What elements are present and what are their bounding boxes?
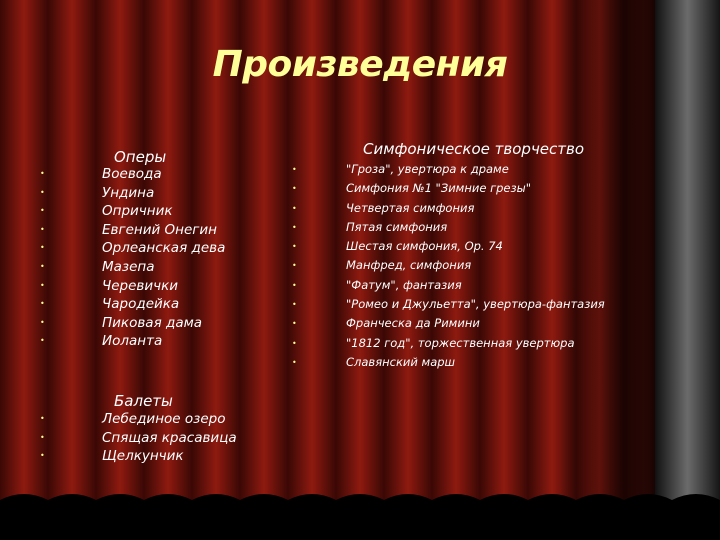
list-item-label: Ундина xyxy=(102,184,155,201)
ballets-heading: Балеты xyxy=(114,392,173,410)
list-item xyxy=(40,410,237,429)
bullet-icon: • xyxy=(40,432,45,442)
operas-heading: Оперы xyxy=(114,148,167,166)
bullet-icon: • xyxy=(40,243,45,253)
bullet-icon: • xyxy=(292,280,297,290)
list-item-label: Иоланта xyxy=(102,333,163,350)
list-item xyxy=(40,447,237,466)
list-item xyxy=(40,429,237,448)
bullet-icon: • xyxy=(40,280,45,290)
list-item-label: Черевички xyxy=(102,277,179,294)
list-item-label: Спящая красавица xyxy=(102,429,237,446)
bullet-icon: • xyxy=(292,184,297,194)
bullet-icon: • xyxy=(292,357,297,367)
bullet-icon: • xyxy=(40,336,45,346)
bullet-icon: • xyxy=(40,187,45,197)
list-item xyxy=(292,160,605,179)
page-title: Произведения xyxy=(212,44,508,85)
list-item xyxy=(292,295,605,314)
bullet-icon: • xyxy=(40,224,45,234)
list-item-label: Пиковая дама xyxy=(102,314,203,331)
list-item xyxy=(292,199,605,218)
bullet-icon: • xyxy=(40,299,45,309)
list-item-label: Франческа да Римини xyxy=(346,316,480,331)
list-item xyxy=(292,179,605,198)
bullet-icon: • xyxy=(292,261,297,271)
list-item xyxy=(40,295,225,314)
list-item-label: Щелкунчик xyxy=(102,448,184,465)
list-item xyxy=(292,218,605,237)
bullet-icon: • xyxy=(40,451,45,461)
list-item-label: Четвертая симфония xyxy=(346,200,475,215)
list-item xyxy=(40,239,225,258)
list-item xyxy=(40,332,225,351)
operas-list xyxy=(40,165,225,351)
list-item xyxy=(292,256,605,275)
list-item-label: Опричник xyxy=(102,203,173,220)
list-item-label: "Фатум", фантазия xyxy=(346,277,462,292)
list-item-label: "1812 год", торжественная увертюра xyxy=(346,335,575,350)
symphonic-list xyxy=(292,160,605,372)
list-item-label: "Гроза", увертюра к драме xyxy=(346,162,509,176)
list-item xyxy=(292,237,605,256)
bullet-icon: • xyxy=(292,222,297,232)
bullet-icon: • xyxy=(292,203,297,213)
bullet-icon: • xyxy=(40,414,45,423)
bullet-icon: • xyxy=(40,169,45,178)
list-item xyxy=(40,314,225,333)
list-item xyxy=(40,221,225,240)
list-item xyxy=(292,353,605,372)
list-item xyxy=(40,165,225,184)
list-item xyxy=(40,258,225,277)
list-item-label: Славянский марш xyxy=(346,354,456,369)
list-item xyxy=(292,314,605,333)
list-item-label: Манфред, симфония xyxy=(346,258,472,273)
bullet-icon: • xyxy=(292,338,297,348)
list-item-label: Лебединое озеро xyxy=(102,411,226,427)
bullet-icon: • xyxy=(40,317,45,327)
bullet-icon: • xyxy=(292,319,297,329)
list-item xyxy=(292,334,605,353)
list-item-label: "Ромео и Джульетта", увертюра-фантазия xyxy=(346,297,605,312)
list-item-label: Чародейка xyxy=(102,296,180,313)
bullet-icon: • xyxy=(40,261,45,271)
list-item-label: Мазепа xyxy=(102,258,155,275)
list-item xyxy=(292,276,605,295)
list-item-label: Воевода xyxy=(102,166,162,182)
bullet-icon: • xyxy=(292,165,297,174)
list-item-label: Орлеанская дева xyxy=(102,240,226,257)
symphonic-heading: Симфоническое творчество xyxy=(363,140,585,158)
list-item-label: Шестая симфония, Op. 74 xyxy=(346,239,503,254)
list-item xyxy=(40,277,225,296)
list-item-label: Евгений Онегин xyxy=(102,221,218,238)
list-item xyxy=(40,184,225,203)
list-item-label: Пятая симфония xyxy=(346,219,448,234)
bullet-icon: • xyxy=(292,242,297,252)
bullet-icon: • xyxy=(292,300,297,310)
list-item-label: Симфония №1 "Зимние грезы" xyxy=(346,181,531,196)
ballets-list xyxy=(40,410,237,466)
curtain-bottom-edge xyxy=(0,494,720,540)
list-item xyxy=(40,202,225,221)
bullet-icon: • xyxy=(40,206,45,216)
